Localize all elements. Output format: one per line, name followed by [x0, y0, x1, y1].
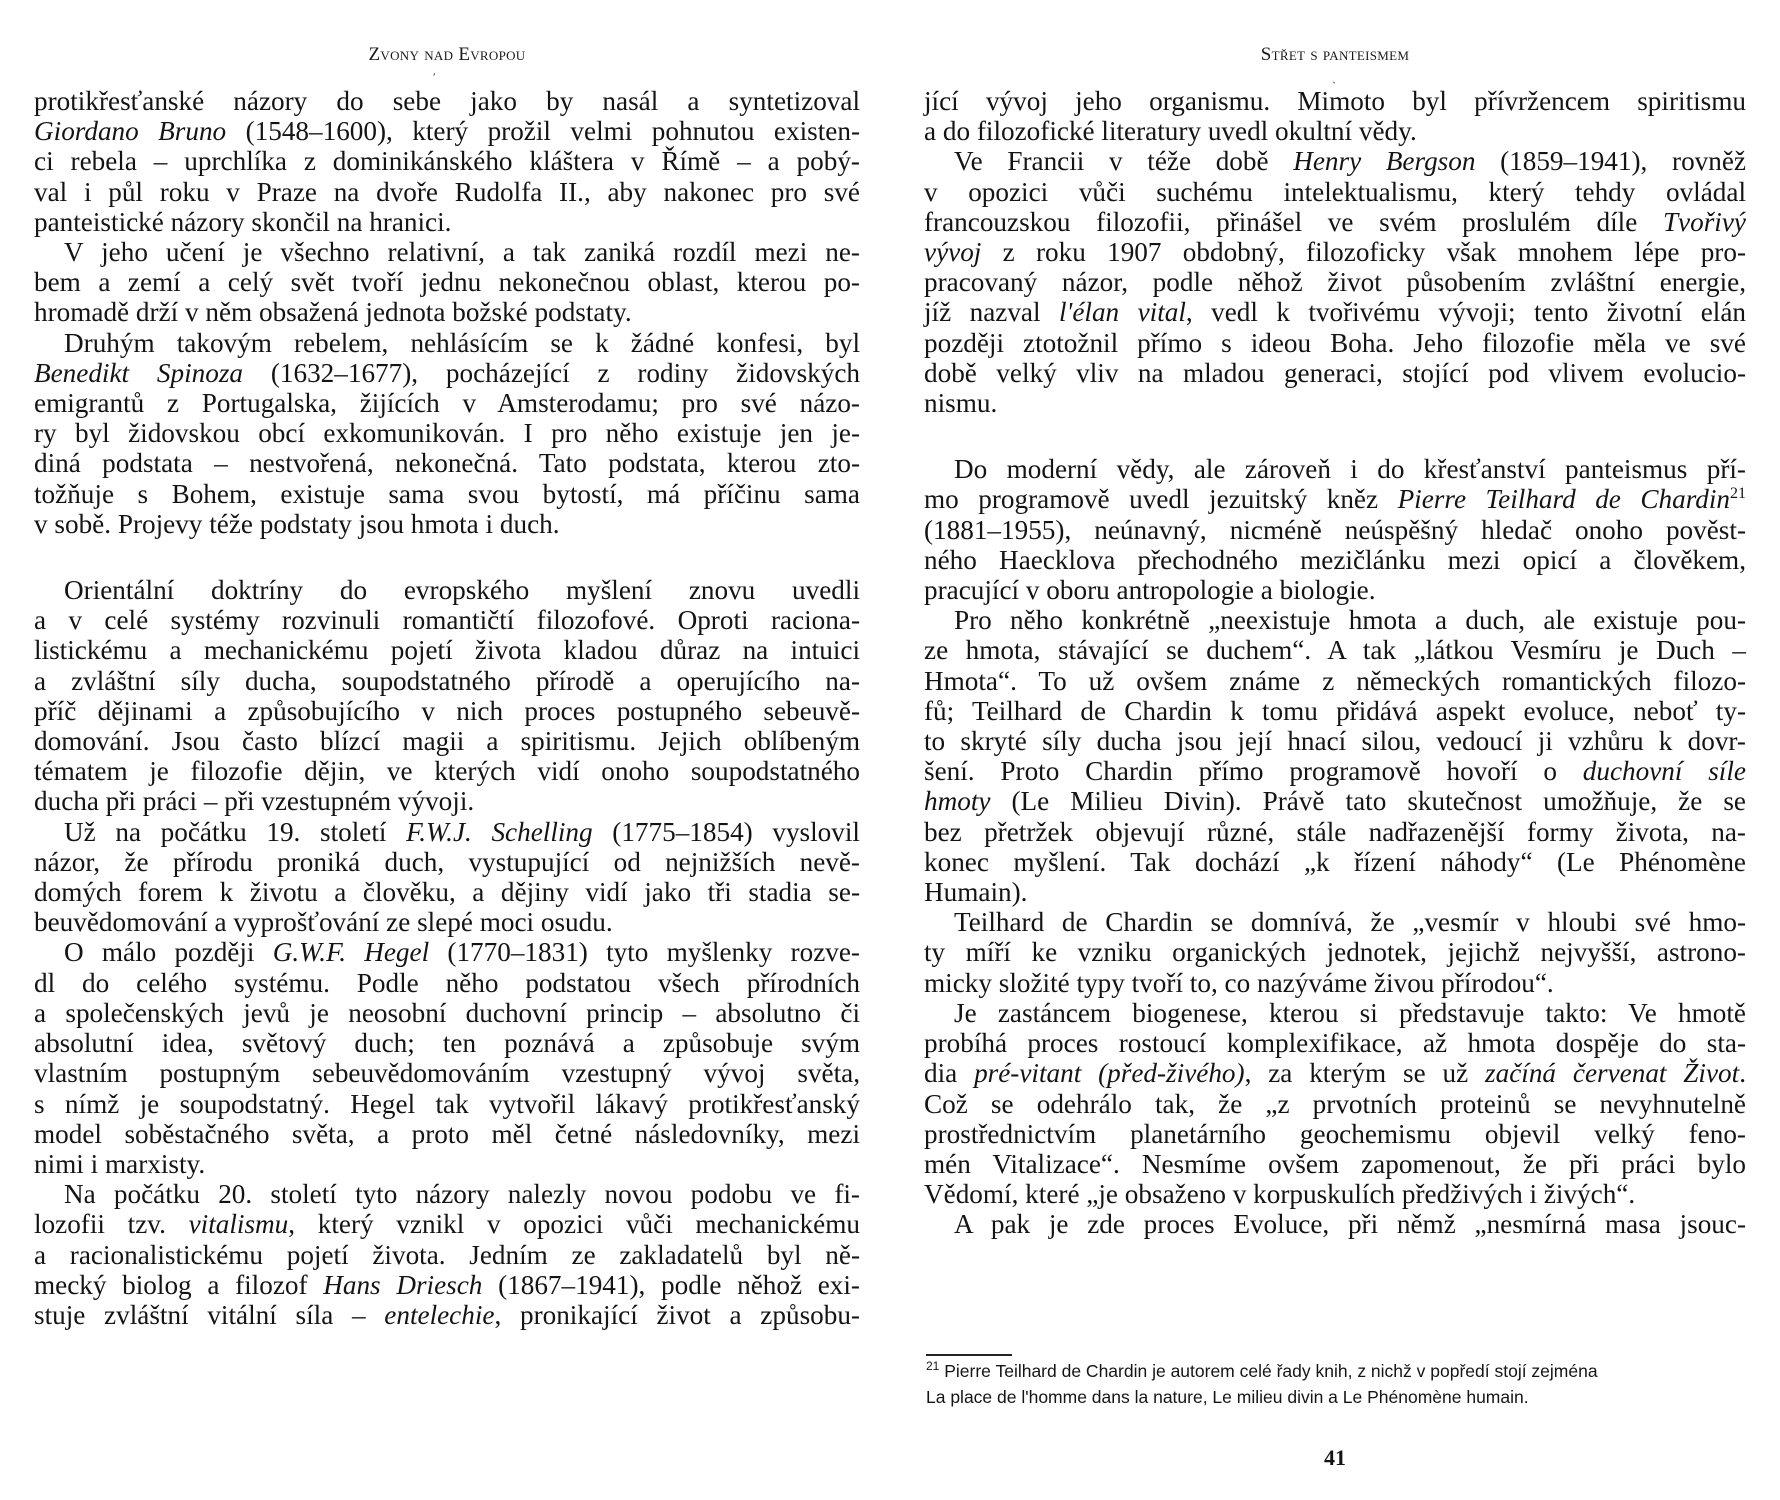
footnote-text-1: Pierre Teilhard de Chardin je autorem celé řady knih, z nichž v popředí stojí zejména: [944, 1361, 1598, 1381]
text-line: nismu.: [924, 388, 998, 419]
text-line: mén Vitalizace“. Nesmíme ovšem zapomenout, že při práci bylo: [924, 1148, 1746, 1179]
text-line: domých forem k životu a člověku, a dějiny vidí jako tři stadia se-: [34, 877, 860, 908]
text-line: micky složité typy tvoří to, co nazýváme živou přírodou“.: [924, 967, 1554, 998]
text-line: Do moderní vědy, ale zároveň i do křesťanství panteismus pří-: [954, 454, 1746, 485]
text-line: V jeho učení je všechno relativní, a tak zaniká rozdíl mezi ne-: [64, 237, 860, 268]
text-line: a zvláštní síly ducha, soupodstatného přírodě a operujícího na-: [34, 665, 860, 696]
text-line: ry byl židovskou obcí exkomunikován. I pro něho existuje jen je-: [34, 418, 860, 449]
text-line: absolutní idea, světový duch; ten poznává a způsobuje svým: [34, 1028, 860, 1059]
text-line: hromadě drží v něm obsažená jednota božské podstaty.: [34, 297, 632, 328]
left-page: [34, 0, 860, 1500]
footnote-rule: [926, 1354, 1012, 1356]
scan-mark: ˎ: [1332, 70, 1336, 84]
page-number: 41: [1324, 1445, 1346, 1470]
text-line: protikřesťanské názory do sebe jako by nasál a syntetizoval: [34, 86, 860, 116]
text-line: době velký vliv na mladou generaci, stojící pod vlivem evolucio-: [924, 357, 1746, 388]
text-line: šení. Proto Chardin přímo programově hovoří o duchovní síle: [924, 756, 1746, 787]
text-line: Ve Francii v téže době Henry Bergson (1859–1941), rovněž: [954, 146, 1746, 177]
text-line: probíhá proces rostoucí komplexifikace, až hmota dospěje do sta-: [924, 1028, 1746, 1059]
text-line: panteistické názory skončil na hranici.: [34, 206, 452, 237]
text-line: Orientální doktríny do evropského myšlení znovu uvedli: [64, 575, 860, 606]
footnote-line-2: La place de l'homme dans la nature, Le milieu divin a Le Phénomène humain.: [926, 1387, 1529, 1407]
footnote-number: 21: [926, 1359, 940, 1374]
running-head-left: Zvony nad Evropou: [368, 44, 526, 65]
text-line: a společenských jevů je neosobní duchovní princip – absolutno či: [34, 997, 860, 1028]
text-line: příč dějinami a způsobujícího v nich proces postupného sebeuvě-: [34, 695, 860, 726]
text-line: francouzskou filozofii, přinášel ve svém proslulém díle Tvořivý: [924, 206, 1746, 237]
running-head-right: Střet s panteismem: [1260, 44, 1410, 65]
text-line: s nímž je soupodstatný. Hegel tak vytvořil lákavý protikřesťanský: [34, 1088, 860, 1119]
text-line: Hmota“. To už ovšem známe z německých romantických filozo-: [924, 665, 1746, 696]
text-line: jíž nazval l'élan vital, vedl k tvořivému vývoji; tento životní elán: [924, 297, 1746, 328]
text-line: vlastním postupným sebeuvědomováním vzestupný vývoj světa,: [34, 1058, 860, 1089]
text-line: dl do celého systému. Podle něho podstatou všech přírodních: [34, 967, 860, 998]
right-page-body-text: [924, 86, 1746, 1240]
text-line: později ztotožnil přímo s ideou Boha. Jeho filozofie měla ve své: [924, 327, 1746, 358]
text-line: ducha při práci – při vzestupném vývoji.: [34, 786, 475, 817]
text-line: vývoj z roku 1907 obdobný, filozoficky však mnohem lépe pro-: [924, 237, 1746, 268]
text-line: mo programově uvedl jezuitský kněz Pierre Teilhard de Chardin$^{21}$: [924, 484, 1746, 515]
scan-mark: ʹ: [433, 70, 436, 84]
text-line: stuje zvláštní vitální síla – entelechie, pronikající život a způsobu-: [34, 1299, 860, 1330]
text-line: Pro něho konkrétně „neexistuje hmota a duch, ale existuje pou-: [954, 605, 1746, 636]
text-line: Už na počátku 19. století F.W.J. Schelling (1775–1854) vyslovil: [64, 816, 860, 847]
footnote: [926, 1358, 1706, 1410]
text-line: emigrantů z Portugalska, žijících v Amsterodamu; pro své názo-: [34, 388, 860, 419]
text-line: ného Haecklova přechodného mezičlánku mezi opicí a člověkem,: [924, 544, 1746, 575]
text-line: jící vývoj jeho organismu. Mimoto byl přívržencem spiritismu: [924, 86, 1746, 116]
text-line: pracovaný názor, podle něhož život působením zvláštní energie,: [924, 267, 1746, 298]
text-line: Teilhard de Chardin se domnívá, že „vesmír v hloubi své hmo-: [954, 907, 1746, 938]
text-line: Je zastáncem biogenese, kterou si představuje takto: Ve hmotě: [954, 997, 1746, 1028]
paragraph-break: [924, 418, 1746, 454]
text-line: pracující v oboru antropologie a biologie.: [924, 575, 1376, 606]
text-line: model soběstačného světa, a proto měl četné následovníky, mezi: [34, 1118, 860, 1149]
text-line: ty míří ke vzniku organických jednotek, jejichž nejvyšší, astrono-: [924, 937, 1746, 968]
text-line: Benedikt Spinoza (1632–1677), pocházející z rodiny židovských: [34, 357, 860, 388]
text-line: O málo později G.W.F. Hegel (1770–1831) tyto myšlenky rozve-: [64, 937, 860, 968]
text-line: nimi i marxisty.: [34, 1148, 206, 1179]
text-line: ze hmota, stávající se duchem“. A tak „látkou Vesmíru je Duch –: [924, 635, 1746, 666]
text-line: konec myšlení. Tak dochází „k řízení náhody“ (Le Phénomène: [924, 846, 1746, 877]
text-line: a racionalistickému pojetí života. Jedním ze zakladatelů byl ně-: [34, 1239, 860, 1270]
left-page-body-text: [34, 86, 860, 1330]
text-line: (1881–1955), neúnavný, nicméně neúspěšný hledač onoho pověst-: [924, 514, 1746, 545]
text-line: to skryté síly ducha jsou její hnací silou, vedoucí ji vzhůru k dovr-: [924, 726, 1746, 757]
text-line: v opozici vůči suchému intelektualismu, který tehdy ovládal: [924, 176, 1746, 207]
text-line: domování. Jsou často blízcí magii a spiritismu. Jejich oblíbeným: [34, 726, 860, 757]
text-line: Druhým takovým rebelem, nehlásícím se k žádné konfesi, byl: [64, 327, 860, 358]
text-line: listickému a mechanickému pojetí života kladou důraz na intuici: [34, 635, 860, 666]
text-line: tématem je filozofie dějin, ve kterých vidí onoho soupodstatného: [34, 756, 860, 787]
text-line: Humain).: [924, 877, 1028, 908]
text-line: názor, že přírodu proniká duch, vystupující od nejnižších nevě-: [34, 846, 860, 877]
text-line: hmoty (Le Milieu Divin). Právě tato skutečnost umožňuje, že se: [924, 786, 1746, 817]
paragraph-break: [34, 539, 860, 575]
text-line: tožňuje s Bohem, existuje sama svou bytostí, má příčinu sama: [34, 478, 860, 509]
text-line: Giordano Bruno (1548–1600), který prožil velmi pohnutou existen-: [34, 116, 860, 147]
text-line: ci rebela – uprchlíka z dominikánského kláštera v Římě – a pobý-: [34, 146, 860, 177]
text-line: a v celé systémy rozvinuli romantičtí filozofové. Oproti raciona-: [34, 605, 860, 636]
text-line: a do filozofické literatury uvedl okultní vědy.: [924, 116, 1417, 147]
text-line: dia pré-vitant (před-živého), za kterým se už začíná červenat Život.: [924, 1058, 1746, 1089]
text-line: Vědomí, které „je obsaženo v korpuskulích předživých i živých“.: [924, 1179, 1636, 1210]
text-line: bez přetržek objevují různé, stále nadřazenější formy života, na-: [924, 816, 1746, 847]
text-line: prostřednictvím planetárního geochemismu objevil velký feno-: [924, 1118, 1746, 1149]
text-line: Což se odehrálo tak, že „z prvotních proteinů se nevyhnutelně: [924, 1088, 1746, 1119]
text-line: A pak je zde proces Evoluce, při němž „nesmírná masa jsouc-: [954, 1209, 1746, 1240]
text-line: bem a zemí a celý svět tvoří jednu nekonečnou oblast, kterou po-: [34, 267, 860, 298]
text-line: diná podstata – nestvořená, nekonečná. Tato podstata, kterou zto-: [34, 448, 860, 479]
text-line: v sobě. Projevy téže podstaty jsou hmota i duch.: [34, 508, 560, 539]
text-line: val i půl roku v Praze na dvoře Rudolfa II., aby nakonec pro své: [34, 176, 860, 207]
text-line: beuvědomování a vyprošťování ze slepé moci osudu.: [34, 907, 613, 938]
text-line: mecký biolog a filozof Hans Driesch (1867–1941), podle něhož exi-: [34, 1269, 860, 1300]
footnote-line-1: [926, 1358, 1706, 1384]
right-page: [924, 0, 1746, 1500]
text-line: fů; Teilhard de Chardin k tomu přidává aspekt evoluce, neboť ty-: [924, 695, 1746, 726]
text-line: lozofii tzv. vitalismu, který vznikl v opozici vůči mechanickému: [34, 1209, 860, 1240]
text-line: Na počátku 20. století tyto názory nalezly novou podobu ve fi-: [64, 1179, 860, 1210]
